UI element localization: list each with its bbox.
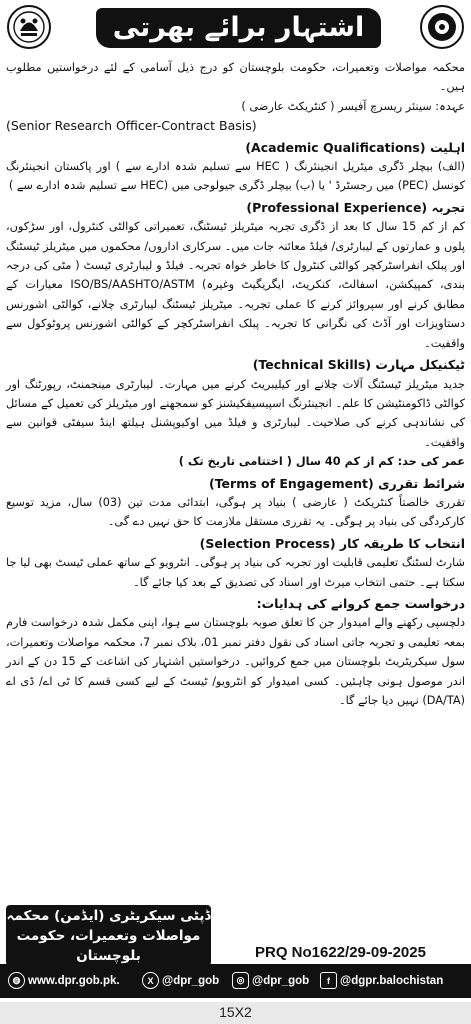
experience-heading-english: (Professional Experience) <box>246 199 428 215</box>
signature-line-1: ڈپٹی سیکریٹری (ایڈمن) محکمہ <box>6 908 211 924</box>
globe-icon: ◍ <box>8 972 25 989</box>
x-twitter-icon: X <box>142 972 159 989</box>
website-link[interactable] <box>8 972 120 989</box>
facebook-handle: @dgpr.balochistan <box>340 974 444 987</box>
page-title: اشتہار برائے بھرتی <box>96 8 381 48</box>
social-footer <box>0 964 471 998</box>
facebook-link[interactable] <box>320 972 443 989</box>
selection-heading-english: (Selection Process) <box>199 535 336 551</box>
post-title-english: (Senior Research Officer-Contract Basis) <box>6 118 257 134</box>
selection-heading <box>6 534 465 553</box>
instagram-handle: @dpr_gob <box>252 974 310 987</box>
academic-text: (الف) بیچلر ڈگری میٹریل انجینئرنگ ( HEC سے تسلیم شدہ ادارے سے ) اور پاکستان انجینئرنگ کونسل (PEC) میں رجسٹرڈ ' یا (ب) بیچلر ڈگری جیولوجی میں (HEC سے تسلیم شدہ ادارے سے ) <box>6 160 466 193</box>
twitter-link[interactable] <box>142 972 219 989</box>
terms-text: تقرری خالصتاً کنٹریکٹ ( عارضی ) بنیاد پر ہوگی، ابتدائی مدت تین (03) سال، مزید توسیع کارکردگی کی بنیاد پر ہوگی۔ یہ تقرری مستقل ملازمت کا حق نہیں دے گی۔ <box>6 495 465 529</box>
academic-heading <box>6 138 465 157</box>
dgpr-logo-icon <box>419 4 465 50</box>
signature-line-2: مواصلات وتعمیرات، حکومت بلوچستان <box>16 928 201 964</box>
technical-heading-urdu: ٹیکنیکل مہارت <box>375 357 465 373</box>
govt-balochistan-seal-icon <box>6 4 52 50</box>
academic-heading-english: (Academic Qualifications) <box>245 139 426 155</box>
terms-heading-english: (Terms of Engagement) <box>208 475 374 491</box>
terms-heading-urdu: شرائط تقرری <box>378 475 465 491</box>
terms-heading <box>6 474 465 493</box>
selection-heading-urdu: انتخاب کا طریقہ کار <box>339 535 465 551</box>
experience-heading-urdu: تجربہ <box>431 199 465 215</box>
intro-text: محکمہ مواصلات وتعمیرات، حکومت بلوچستان کو درج ذیل آسامی کے لئے درخواستیں مطلوب ہیں۔ <box>6 61 465 94</box>
website-text: www.dpr.gob.pk. <box>28 974 120 987</box>
technical-text: جدید میٹریلز ٹیسٹنگ آلات چلانے اور کیلیبریٹ کرنے میں مہارت۔ لیبارٹری مینجمنٹ، رپورٹنگ اور کوالٹی ڈاکومنٹیشن کا علم۔ انجینئرنگ اسپیسیفکیشنز کو سمجھنے اور میٹریلز کی تعمیل کے مسائل کی نشاندہی کرنے کی صلاحیت۔ لیبارٹری و فیلڈ میں اوکیوپشنل ہیلتھ اینڈ سیفٹی قوانین سے واقفیت۔ <box>6 377 465 449</box>
post-title: عہدہ: سینئر ریسرچ آفیسر ( کنٹریکٹ عارضی ) <box>241 99 465 113</box>
application-text: دلچسپی رکھنے والے امیدوار جن کا تعلق صوبہ بلوچستان سے ہوا، اپنی مکمل شدہ درخواست فارم بمعہ تعلیمی و تجربہ جاتی اسناد کی نقول دفتر نمبر 01، بلاک نمبر 7، محکمہ مواصلات وتعمیرات، سول سیکریٹریٹ بلوچستان میں جمع کروائیں۔ درخواستیں اشتہار کی اشاعت کے 15 دن کے اندر اندر موصول ہونی چاہئیں۔ کسی امیدوار کو انٹرویو/ ٹیسٹ کے لیے کسی قسم کا ٹی اے/ ڈی اے (DA/TA) نہیں دیا جائے گا۔ <box>6 616 466 707</box>
selection-text: شارٹ لسٹنگ تعلیمی قابلیت اور تجربہ کی بنیاد پر ہوگی۔ انٹرویو کے ساتھ عملی ٹیسٹ بھی لیا جا سکتا ہے۔ حتمی انتخاب میرٹ اور اسناد کی تصدیق کے بعد کیا جائے گا۔ <box>6 556 465 589</box>
ad-size-label: 15X2 <box>219 1004 252 1020</box>
experience-text: کم از کم 15 سال کا بعد از ڈگری تجربہ میٹریلز ٹیسٹنگ، تعمیراتی کوالٹی کنٹرول، اور سڑکوں، پلوں و عمارتوں کے لیبارٹری/ فیلڈ معائنہ جات میں۔ سرکاری اداروں/ محکموں میں میٹریلز ٹیسٹنگ اور پبلک انفراسٹرکچر کوالٹی کنٹرول کا خاطر خواہ تجربہ۔ فیلڈ و لیبارٹری ٹیسٹ ( مٹی کی درجہ بندی، کمپیکشن، اسفالٹ، کنکریٹ، ایگریگیٹ وغیرہ) ISO/BS/AASHTO/ASTM معیارات کے مطابق کرنے اور سپروائز کرنے کا عملی تجربہ۔ میٹریلز ٹیسٹنگ لیبارٹری چلانے، کوالٹی اشورنس دستاویزات اور آڈٹ کی نگرانی کا تجربہ۔ پبلک انفراسٹرکچر کے کوالٹی اشورنس پروٹوکول سے واقفیت۔ <box>6 220 466 350</box>
instagram-link[interactable] <box>232 972 309 989</box>
age-limit-text: عمر کی حد: کم از کم 40 سال ( اختتامی تاریخ تک ) <box>178 455 465 469</box>
twitter-handle: @dpr_gob <box>162 974 220 987</box>
instagram-icon: ◎ <box>232 972 249 989</box>
technical-heading <box>6 355 465 374</box>
academic-heading-urdu: اہلیت <box>429 139 465 155</box>
signature-block <box>6 905 211 966</box>
application-heading: درخواست جمع کروانے کی ہدایات: <box>256 595 465 611</box>
facebook-icon: f <box>320 972 337 989</box>
technical-heading-english: (Technical Skills) <box>252 357 372 373</box>
prq-number: PRQ No1622/29-09-2025 <box>255 944 426 961</box>
experience-heading <box>6 198 465 217</box>
advertisement-body <box>6 58 465 710</box>
header <box>4 4 467 54</box>
